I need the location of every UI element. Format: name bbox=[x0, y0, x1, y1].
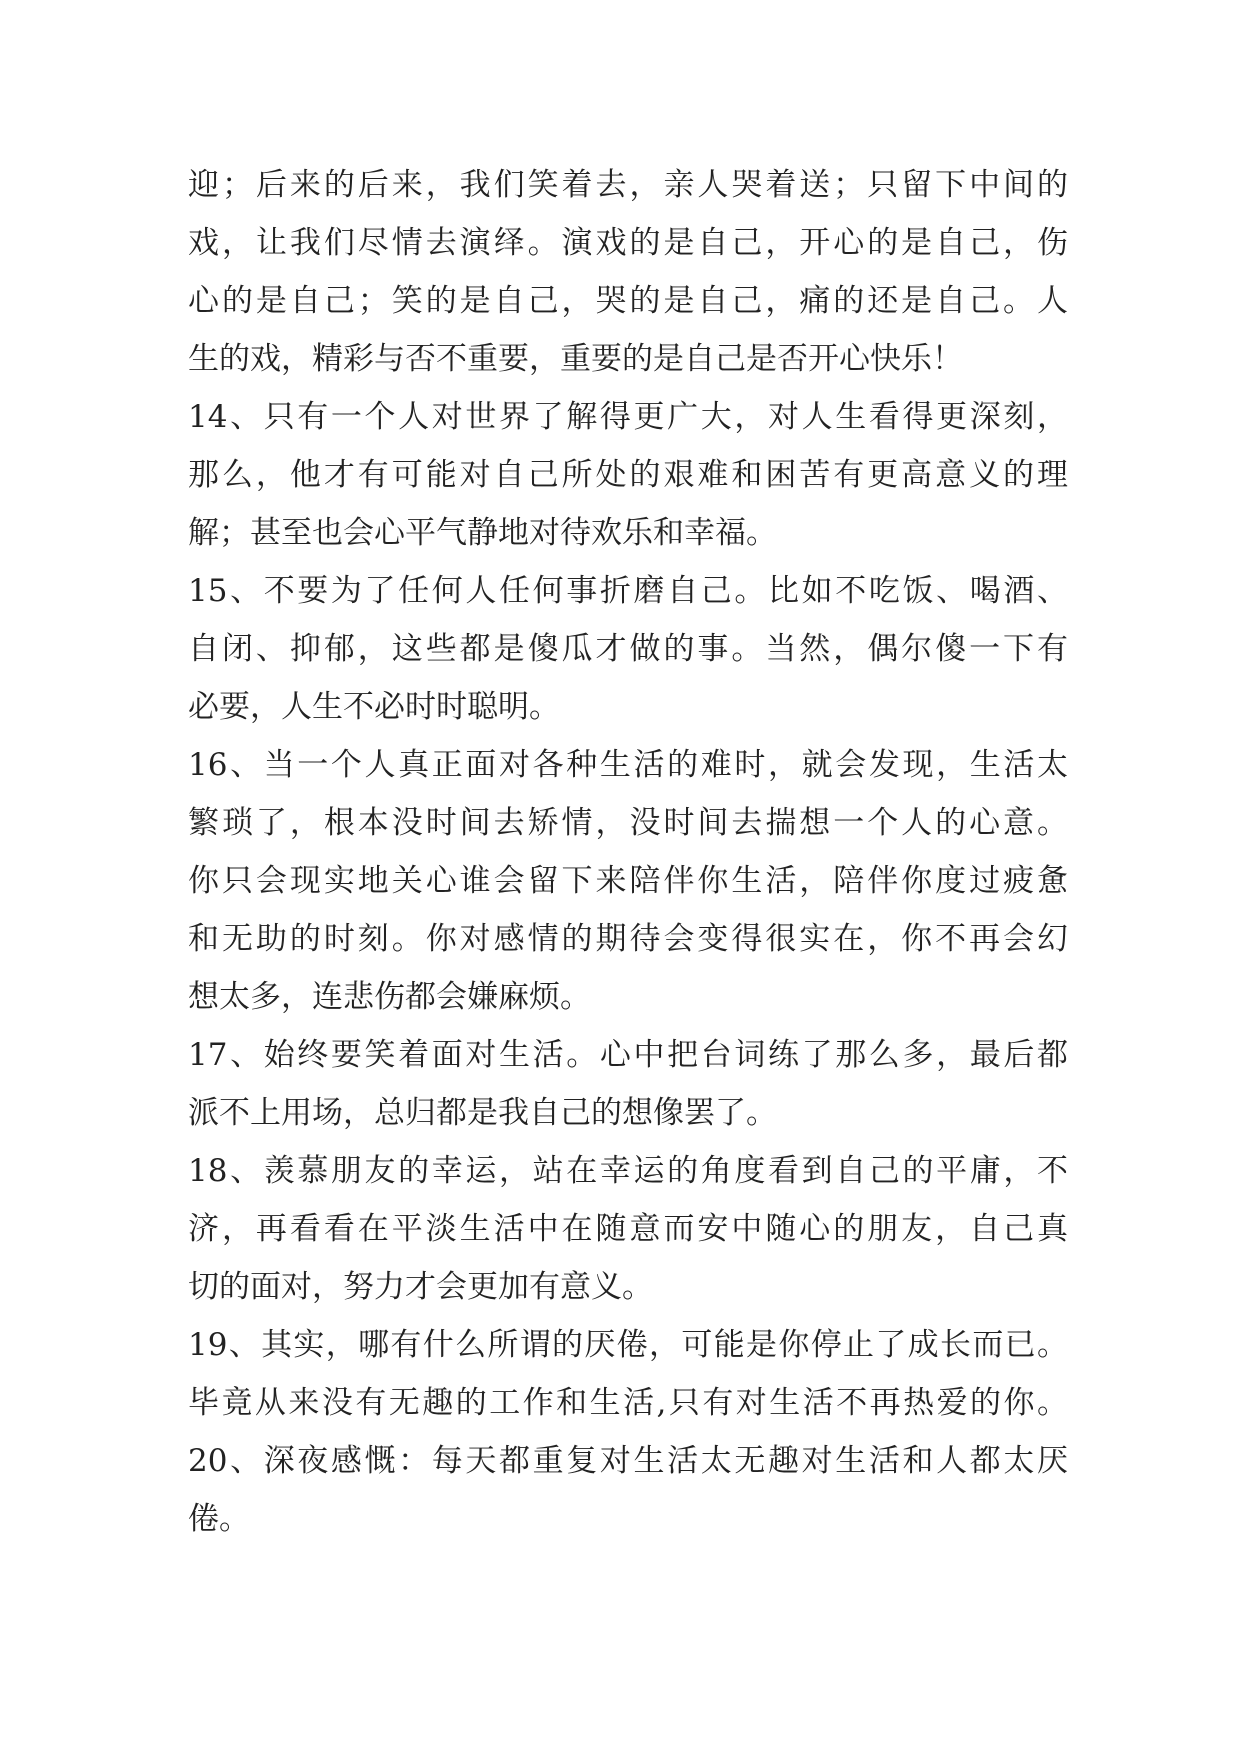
text-line: 倦。 bbox=[188, 1501, 250, 1537]
text-line: 18、羡慕朋友的幸运，站在幸运的角度看到自己的平庸，不 bbox=[188, 1153, 1068, 1189]
text-line: 你只会现实地关心谁会留下来陪伴你生活，陪伴你度过疲惫 bbox=[188, 863, 1068, 899]
text-line: 戏，让我们尽情去演绎。演戏的是自己，开心的是自己，伤 bbox=[188, 225, 1068, 261]
text-line: 切的面对，努力才会更加有意义。 bbox=[188, 1269, 653, 1305]
text-line: 16、当一个人真正面对各种生活的难时，就会发现，生活太 bbox=[188, 747, 1068, 783]
text-line: 迎；后来的后来，我们笑着去，亲人哭着送；只留下中间的 bbox=[188, 167, 1068, 203]
text-line: 和无助的时刻。你对感情的期待会变得很实在，你不再会幻 bbox=[188, 921, 1068, 957]
text-line: 心的是自己；笑的是自己，哭的是自己，痛的还是自己。人 bbox=[188, 283, 1068, 319]
text-line: 自闭、抑郁，这些都是傻瓜才做的事。当然，偶尔傻一下有 bbox=[188, 631, 1068, 667]
text-line: 19、其实，哪有什么所谓的厌倦，可能是你停止了成长而已。 bbox=[188, 1327, 1068, 1363]
text-line: 毕竟从来没有无趣的工作和生活,只有对生活不再热爱的你。 bbox=[188, 1385, 1068, 1421]
text-line: 15、不要为了任何人任何事折磨自己。比如不吃饭、喝酒、 bbox=[188, 573, 1068, 609]
document-body bbox=[188, 156, 1068, 1548]
text-line: 派不上用场，总归都是我自己的想像罢了。 bbox=[188, 1095, 777, 1131]
text-line: 17、始终要笑着面对生活。心中把台词练了那么多，最后都 bbox=[188, 1037, 1068, 1073]
text-line: 想太多，连悲伤都会嫌麻烦。 bbox=[188, 979, 591, 1015]
text-line: 生的戏，精彩与否不重要，重要的是自己是否开心快乐！ bbox=[188, 341, 963, 377]
text-line: 繁琐了，根本没时间去矫情，没时间去揣想一个人的心意。 bbox=[188, 805, 1068, 841]
text-line: 解；甚至也会心平气静地对待欢乐和幸福。 bbox=[188, 515, 777, 551]
text-line: 20、深夜感慨：每天都重复对生活太无趣对生活和人都太厌 bbox=[188, 1443, 1068, 1479]
text-line: 济，再看看在平淡生活中在随意而安中随心的朋友，自己真 bbox=[188, 1211, 1068, 1247]
text-line: 14、只有一个人对世界了解得更广大，对人生看得更深刻， bbox=[188, 399, 1068, 435]
text-line: 那么，他才有可能对自己所处的艰难和困苦有更高意义的理 bbox=[188, 457, 1068, 493]
text-line: 必要，人生不必时时聪明。 bbox=[188, 689, 560, 725]
